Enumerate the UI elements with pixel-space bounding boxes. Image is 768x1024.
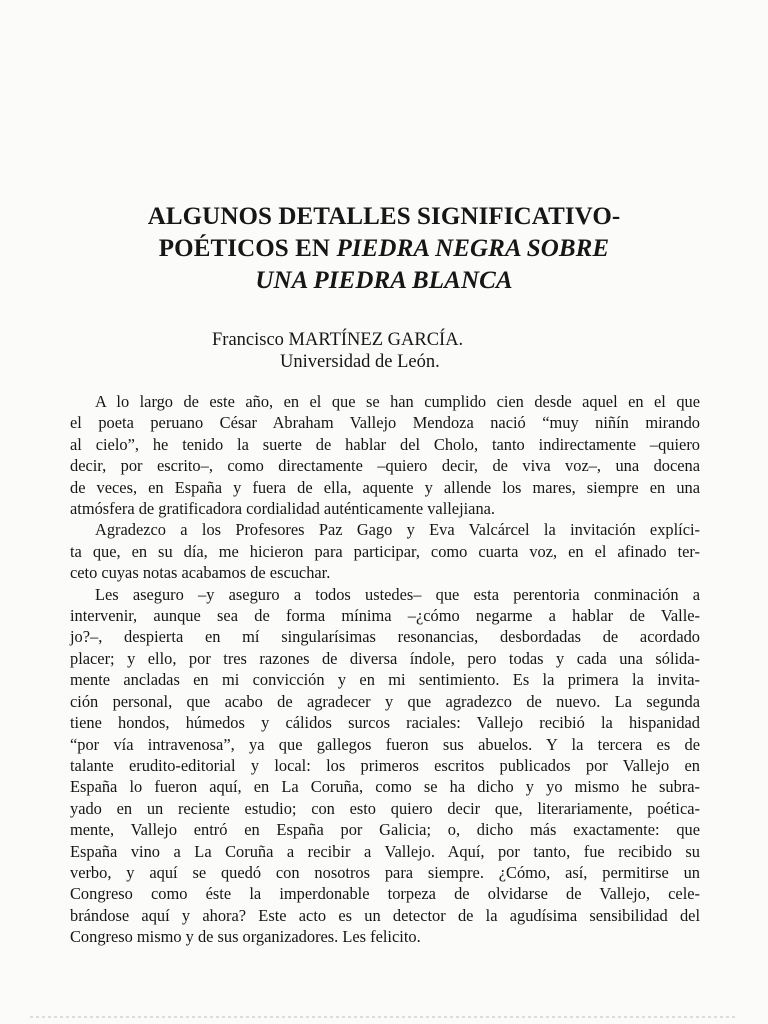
- text-line: placer; y ello, por tres razones de diversa índole, pero todas y cada una sólida-: [70, 648, 700, 668]
- text-line: intervenir, aunque sea de forma mínima –¿cómo negarme a hablar de Valle-: [70, 606, 700, 626]
- text-line: España lo fueron aquí, en La Coruña, como se ha dicho y yo mismo he subra-: [70, 777, 700, 797]
- article-title: [84, 201, 684, 297]
- text-line: Congreso como éste la imperdonable torpeza de olvidarse de Vallejo, cele-: [70, 884, 700, 904]
- text-line: Congreso mismo y de sus organizadores. Les felicito.: [70, 927, 421, 947]
- author-name: Francisco MARTÍNEZ GARCÍA.: [212, 330, 464, 350]
- title-line-2-italic: PIEDRA NEGRA SOBRE: [336, 235, 610, 262]
- text-line: el poeta peruano César Abraham Vallejo Mendoza nació “muy niñín mirando: [70, 413, 700, 433]
- text-line: brándose aquí y ahora? Este acto es un detector de la agudísima sensibilidad del: [70, 905, 700, 925]
- text-line: A lo largo de este año, en el que se han cumplido cien desde aquel en el que: [95, 392, 700, 411]
- text-line: atmósfera de gratificadora cordialidad auténticamente vallejiana.: [70, 499, 496, 519]
- text-line: yado en un reciente estudio; con esto quiero decir que, literariamente, poética-: [70, 798, 700, 818]
- text-line: mente, Vallejo entró en España por Galicia; o, dicho más exactamente: que: [70, 820, 700, 840]
- text-line: ta que, en su día, me hicieron para participar, como cuarta voz, en el afinado ter-: [70, 541, 700, 561]
- title-line-2: [84, 233, 684, 265]
- text-line: ción personal, que acabo de agradecer y que agradezco de nuevo. La segunda: [70, 691, 700, 711]
- text-line: mente ancladas en mi convicción y en mi sentimiento. Es la primera la invita-: [70, 670, 700, 690]
- text-line: verbo, y aquí se quedó con nosotros para siempre. ¿Cómo, así, permitirse un: [70, 862, 700, 882]
- body-text: [70, 391, 700, 948]
- paragraph: [70, 519, 700, 583]
- text-line: jo?–, despierta en mí singularísimas resonancias, desbordadas de acordado: [70, 627, 700, 647]
- text-line: ceto cuyas notas acabamos de escuchar.: [70, 563, 331, 583]
- text-line: Agradezco a los Profesores Paz Gago y Eva Valcárcel la invitación explíci-: [95, 520, 700, 540]
- paragraph: [70, 391, 700, 519]
- paragraph: [70, 584, 700, 948]
- text-line: “por vía intravenosa”, ya que gallegos fueron sus abuelos. Y la tercera es de: [70, 734, 700, 754]
- title-line-3: UNA PIEDRA BLANCA: [255, 267, 513, 294]
- text-line: tiene hondos, húmedos y cálidos surcos raciales: Vallejo recibió la hispanidad: [70, 713, 700, 733]
- author-affiliation: Universidad de León.: [280, 352, 440, 372]
- title-line-2-plain: POÉTICOS EN: [158, 235, 337, 262]
- scan-edge-artifact: [30, 1016, 738, 1018]
- text-line: al cielo”, he tenido la suerte de hablar del Cholo, tanto indirectamente –quiero: [70, 434, 700, 454]
- text-line: España vino a La Coruña a recibir a Vallejo. Aquí, por tanto, fue recibido su: [70, 841, 700, 861]
- text-line: de veces, en España y fuera de ella, aquente y allende los mares, siempre en una: [70, 477, 700, 497]
- text-line: Les aseguro –y aseguro a todos ustedes– que esta perentoria conminación a: [95, 584, 700, 604]
- title-line-1: ALGUNOS DETALLES SIGNIFICATIVO-: [147, 203, 621, 230]
- text-line: decir, por escrito–, como directamente –quiero decir, de viva voz–, una docena: [70, 456, 700, 476]
- text-line: talante erudito-editorial y local: los primeros escritos publicados por Vallejo en: [70, 755, 700, 775]
